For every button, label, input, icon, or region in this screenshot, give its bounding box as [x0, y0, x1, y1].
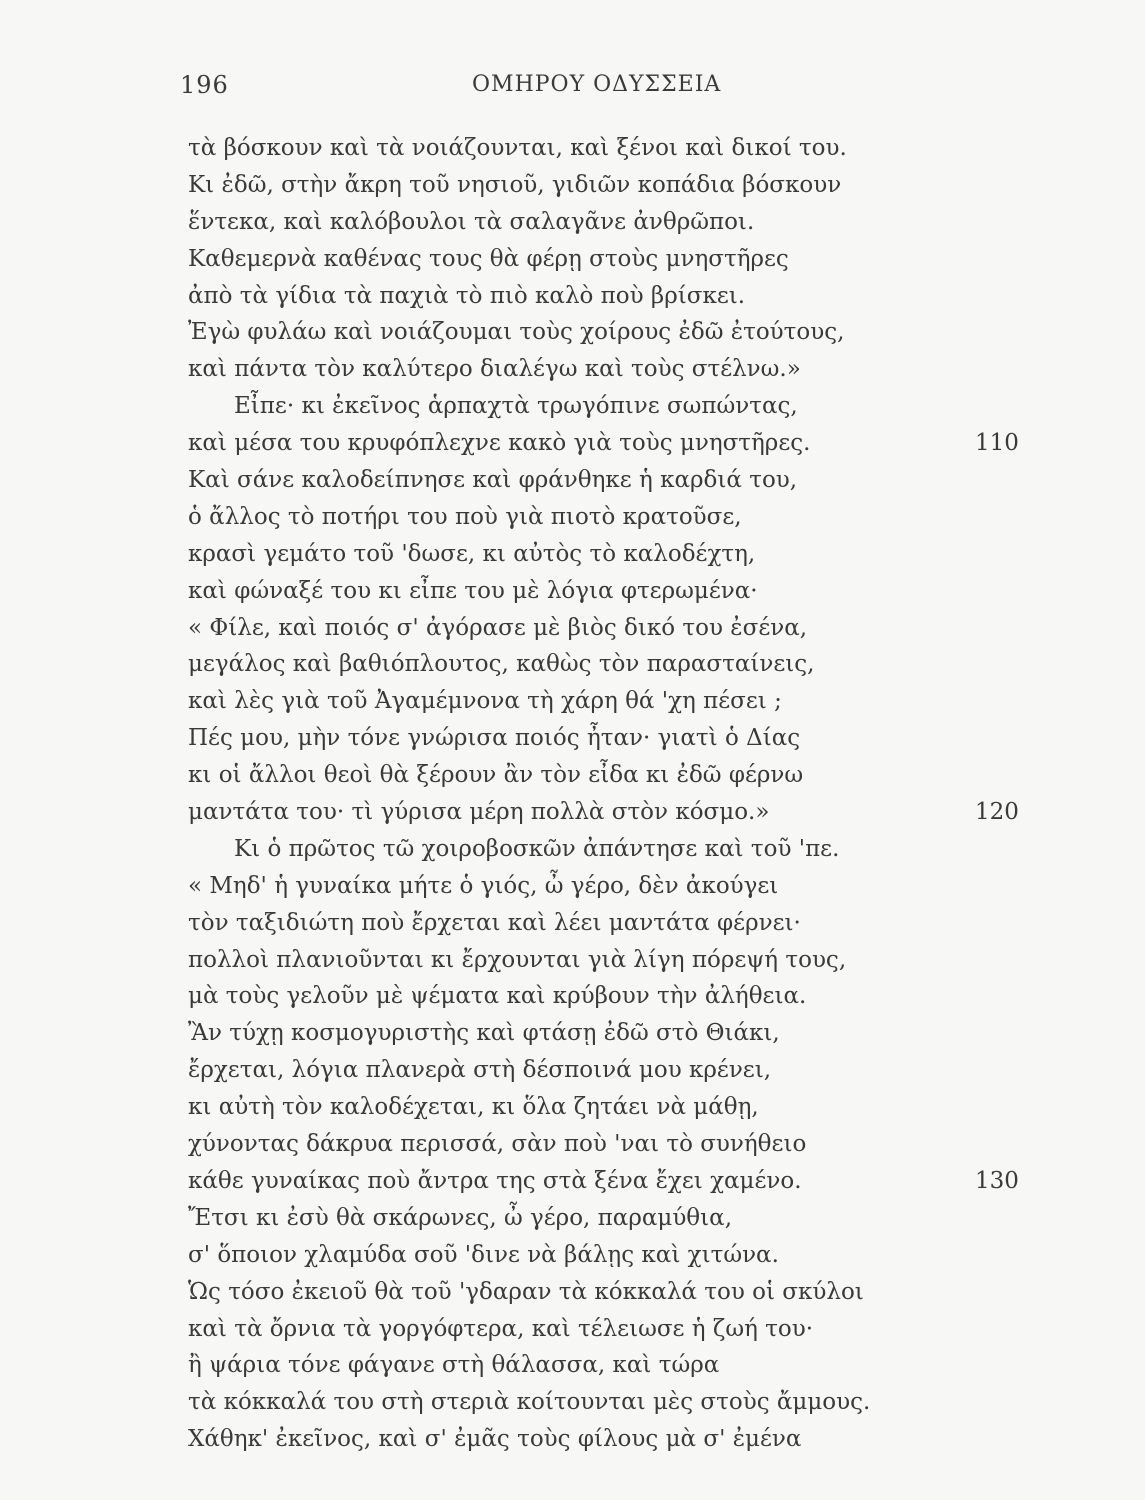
verse-text: Ἂν τύχῃ κοσμογυριστὴς καὶ φτάσῃ ἐδῶ στὸ Θιάκι,	[188, 1020, 780, 1047]
verse-line	[188, 278, 1038, 315]
verse-line	[188, 1163, 1038, 1200]
verse-text: καὶ πάντα τὸν καλύτερο διαλέγω καὶ τοὺς στέλνω.»	[188, 356, 801, 383]
verse-text: μεγάλος καὶ βαθιόπλουτος, καθὼς τὸν παρασταίνεις,	[188, 651, 815, 678]
verse-text: ἔρχεται, λόγια πλανερὰ στὴ δέσποινά μου κρένει,	[188, 1057, 772, 1084]
verse-block	[188, 130, 1038, 1458]
verse-text: Πές μου, μὴν τόνε γνώρισα ποιός ἦταν· γιατὶ ὁ Δίας	[188, 725, 801, 752]
verse-line	[188, 831, 1038, 868]
verse-text: πολλοὶ πλανιοῦνται κι ἔρχουνται γιὰ λίγη πόρεψή τους,	[188, 946, 847, 973]
verse-line	[188, 1347, 1038, 1384]
verse-line	[188, 868, 1038, 905]
verse-line	[188, 1421, 1038, 1458]
verse-line	[188, 130, 1038, 167]
verse-text: σ' ὅποιον χλαμύδα σοῦ 'δινε νὰ βάλῃς καὶ χιτώνα.	[188, 1241, 779, 1268]
verse-line	[188, 1052, 1038, 1089]
verse-line	[188, 646, 1038, 683]
page-header	[0, 68, 1145, 108]
verse-line	[188, 794, 1038, 831]
verse-text: Χάθηκ' ἐκεῖνος, καὶ σ' ἐμᾶς τοὺς φίλους μὰ σ' ἐμένα	[188, 1426, 802, 1453]
verse-text: Καθεμερνὰ καθένας τους θὰ φέρῃ στοὺς μνηστῆρες	[188, 245, 789, 272]
verse-text: καὶ φώναξέ του κι εἶπε του μὲ λόγια φτερωμένα·	[188, 577, 758, 604]
verse-line	[188, 1274, 1038, 1311]
verse-text: κρασὶ γεμάτο τοῦ 'δωσε, κι αὐτὸς τὸ καλοδέχτη,	[188, 540, 756, 567]
verse-text: τὰ βόσκουν καὶ τὰ νοιάζουνται, καὶ ξένοι καὶ δικοί του.	[188, 135, 847, 161]
verse-text: κάθε γυναίκας ποὺ ἄντρα της στὰ ξένα ἔχει χαμένο.	[188, 1167, 802, 1194]
verse-line	[188, 1384, 1038, 1421]
running-title: ΟΜΗΡΟΥ ΟΔΥΣΣΕΙΑ	[472, 72, 722, 97]
verse-line	[188, 610, 1038, 647]
verse-text: χύνοντας δάκρυα περισσά, σὰν ποὺ 'ναι τὸ συνήθειο	[188, 1131, 807, 1158]
verse-text: μαντάτα του· τὶ γύρισα μέρη πολλὰ στὸν κόσμο.»	[188, 799, 770, 826]
verse-line	[188, 241, 1038, 278]
verse-line	[188, 978, 1038, 1015]
verse-text: καὶ τὰ ὄρνια τὰ γοργόφτερα, καὶ τέλειωσε ἡ ζωή του·	[188, 1315, 814, 1342]
verse-line	[188, 683, 1038, 720]
verse-line	[188, 425, 1038, 462]
verse-line	[188, 1089, 1038, 1126]
verse-text: Κι ἐδῶ, στὴν ἄκρη τοῦ νησιοῦ, γιδιῶν κοπάδια βόσκουν	[188, 171, 842, 198]
verse-text: καὶ λὲς γιὰ τοῦ Ἀγαμέμνονα τὴ χάρη θά 'χη πέσει ;	[188, 688, 782, 715]
verse-line	[188, 167, 1038, 204]
verse-text: Εἶπε· κι ἐκεῖνος ἁρπαχτὰ τρωγόπινε σωπώντας,	[234, 393, 798, 420]
verse-line	[188, 1015, 1038, 1052]
verse-line	[188, 314, 1038, 351]
verse-text: Ἔτσι κι ἐσὺ θὰ σκάρωνες, ὦ γέρο, παραμύθια,	[188, 1204, 733, 1231]
verse-line	[188, 942, 1038, 979]
verse-text: ἀπὸ τὰ γίδια τὰ παχιὰ τὸ πιὸ καλὸ ποὺ βρίσκει.	[188, 282, 746, 309]
verse-text: Ἐγὼ φυλάω καὶ νοιάζουμαι τοὺς χοίρους ἐδῶ ἐτούτους,	[188, 319, 845, 346]
verse-line	[188, 536, 1038, 573]
verse-line	[188, 1200, 1038, 1237]
verse-line	[188, 905, 1038, 942]
verse-text: μὰ τοὺς γελοῦν μὲ ψέματα καὶ κρύβουν τὴν ἀλήθεια.	[188, 983, 807, 1010]
verse-text: « Φίλε, καὶ ποιός σ' ἀγόρασε μὲ βιὸς δικό του ἐσένα,	[188, 614, 808, 641]
verse-text: καὶ μέσα του κρυφόπλεχνε κακὸ γιὰ τοὺς μνηστῆρες.	[188, 430, 811, 457]
verse-line	[188, 757, 1038, 794]
verse-text: κι οἱ ἄλλοι θεοὶ θὰ ξέρουν ἂν τὸν εἶδα κι ἐδῶ φέρνω	[188, 762, 804, 789]
verse-text: « Μηδ' ἡ γυναίκα μήτε ὁ γιός, ὦ γέρο, δὲν ἀκούγει	[188, 872, 779, 899]
verse-line	[188, 388, 1038, 425]
verse-text: τὸν ταξιδιώτη ποὺ ἔρχεται καὶ λέει μαντάτα φέρνει·	[188, 909, 801, 936]
verse-text: τὰ κόκκαλά του στὴ στεριὰ κοίτουνται μὲς στοὺς ἄμμους.	[188, 1389, 871, 1416]
verse-text: ἢ ψάρια τόνε φάγανε στὴ θάλασσα, καὶ τώρα	[188, 1352, 720, 1379]
verse-line	[188, 351, 1038, 388]
verse-line	[188, 720, 1038, 757]
verse-text: κι αὐτὴ τὸν καλοδέχεται, κι ὅλα ζητάει νὰ μάθῃ,	[188, 1094, 759, 1121]
verse-text: ἕντεκα, καὶ καλόβουλοι τὰ σαλαγᾶνε ἀνθρῶποι.	[188, 208, 755, 235]
verse-line	[188, 573, 1038, 610]
verse-text: Καὶ σάνε καλοδείπνησε καὶ φράνθηκε ἡ καρδιά του,	[188, 467, 798, 494]
verse-line	[188, 204, 1038, 241]
verse-text: Ὡς τόσο ἐκειοῦ θὰ τοῦ 'γδαραν τὰ κόκκαλά του οἱ σκύλοι	[188, 1278, 864, 1305]
verse-line	[188, 1237, 1038, 1274]
line-number: 130	[975, 1167, 1019, 1194]
line-number: 120	[975, 799, 1019, 826]
verse-line	[188, 462, 1038, 499]
verse-line	[188, 1311, 1038, 1348]
verse-text: Κι ὁ πρῶτος τῶ χοιροβοσκῶν ἀπάντησε καὶ τοῦ 'πε.	[234, 835, 840, 862]
verse-text: ὁ ἄλλος τὸ ποτήρι του ποὺ γιὰ πιοτὸ κρατοῦσε,	[188, 503, 742, 530]
page-number: 196	[180, 71, 229, 99]
verse-line	[188, 499, 1038, 536]
line-number: 110	[975, 430, 1019, 457]
verse-line	[188, 1126, 1038, 1163]
